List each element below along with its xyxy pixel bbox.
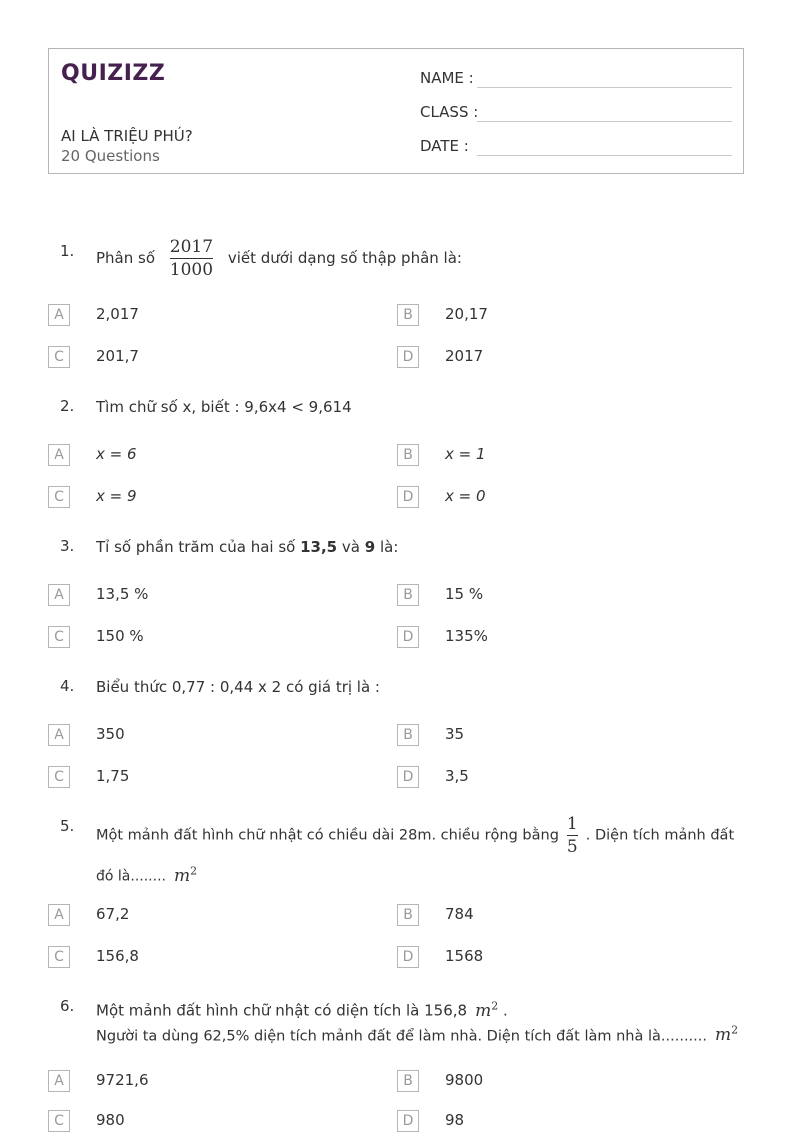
question-number-bold: 9 (364, 538, 376, 556)
option-letter-box: C (48, 766, 70, 788)
fraction-denominator: 5 (566, 837, 578, 857)
option-value: 156,8 (96, 947, 139, 965)
option-value: 20,17 (445, 305, 488, 323)
option-value: 9800 (445, 1071, 484, 1089)
option-value: 13,5 % (96, 585, 149, 603)
question-number: 4. (60, 677, 75, 695)
option-letter-box: C (48, 626, 70, 648)
option-letter-box: A (48, 304, 70, 326)
option-value: 150 % (96, 627, 144, 645)
question-text-part: . (503, 1001, 508, 1020)
unit-base: m (715, 1025, 732, 1046)
option-value: 2017 (445, 347, 484, 365)
question-text-part: Một mảnh đất hình chữ nhật có chiều dài 28m. chiều rộng bằng (96, 827, 559, 844)
option-letter-box: A (48, 1070, 70, 1092)
question-text (96, 993, 746, 1049)
option-value: 9721,6 (96, 1071, 149, 1089)
question-number: 2. (60, 397, 75, 415)
question-line-2 (96, 858, 746, 890)
question-number: 3. (60, 537, 75, 555)
option-value: 3,5 (445, 767, 469, 785)
question-text-part: Tỉ số phần trăm của hai số (96, 538, 296, 556)
question-number: 5. (60, 817, 75, 835)
unit-m2 (174, 866, 197, 886)
option-value: 35 (445, 725, 465, 743)
option-value: x = 9 (96, 487, 137, 505)
option-letter-box: A (48, 904, 70, 926)
option-letter-box: B (397, 724, 419, 746)
option-letter-box: A (48, 444, 70, 466)
option-value: 201,7 (96, 347, 139, 365)
option-letter-box: C (48, 1110, 70, 1132)
question-number: 1. (60, 242, 75, 260)
unit-exponent: 2 (731, 1023, 739, 1037)
class-field[interactable] (420, 103, 478, 121)
fraction-denominator: 1000 (169, 260, 214, 280)
option-value: 15 % (445, 585, 484, 603)
option-value: 350 (96, 725, 125, 743)
question-text: Tìm chữ số x, biết : 9,6x4 < 9,614 (96, 398, 352, 416)
class-label: CLASS : (420, 103, 479, 121)
option-letter-box: A (48, 584, 70, 606)
date-field[interactable] (420, 137, 469, 155)
unit-base: m (475, 1000, 492, 1021)
question-number-bold: 13,5 (300, 538, 338, 556)
option-letter-box: B (397, 304, 419, 326)
class-line (477, 121, 732, 122)
name-line (477, 87, 732, 88)
option-letter-box: A (48, 724, 70, 746)
option-value: 98 (445, 1111, 465, 1129)
unit-base: m (173, 865, 191, 886)
option-letter-box: B (397, 584, 419, 606)
option-value: 67,2 (96, 905, 130, 923)
option-letter-box: C (48, 946, 70, 968)
question-text-part: Phân số (96, 249, 156, 267)
question-text-part: và (341, 538, 360, 556)
option-value: 784 (445, 905, 474, 923)
option-letter-box: D (397, 346, 419, 368)
question-number: 6. (60, 997, 75, 1015)
unit-exponent: 2 (190, 864, 198, 877)
option-letter-box: B (397, 444, 419, 466)
question-text-part: là: (379, 538, 399, 556)
question-text-part: đó là........ (96, 868, 166, 885)
worksheet-title: AI LÀ TRIỆU PHÚ? (61, 127, 193, 145)
option-letter-box: C (48, 486, 70, 508)
option-letter-box: C (48, 346, 70, 368)
option-value: 135% (445, 627, 488, 645)
question-text-part: . Diện tích mảnh đất (585, 827, 735, 844)
date-line (477, 155, 732, 156)
fraction (567, 813, 578, 858)
question-count: 20 Questions (61, 147, 160, 165)
question-text (96, 537, 746, 557)
option-value: x = 1 (445, 445, 486, 463)
option-value: 2,017 (96, 305, 139, 323)
date-label: DATE : (420, 137, 469, 155)
option-letter-box: D (397, 946, 419, 968)
question-line-2 (96, 1018, 746, 1050)
question-text-part: Người ta dùng 62,5% diện tích mảnh đất để làm nhà. Diện tích đất làm nhà là.......... (96, 1028, 707, 1045)
question-text (96, 813, 746, 890)
question-text-part: Một mảnh đất hình chữ nhật có diện tích là 156,8 (96, 1001, 468, 1020)
question-text-part: viết dưới dạng số thập phân là: (227, 249, 462, 267)
name-field[interactable] (420, 69, 474, 87)
unit-exponent: 2 (491, 999, 499, 1012)
option-letter-box: D (397, 1110, 419, 1132)
worksheet-header (48, 48, 744, 174)
fraction-numerator: 1 (566, 814, 578, 834)
option-letter-box: D (397, 766, 419, 788)
option-value: 980 (96, 1111, 125, 1129)
option-letter-box: D (397, 486, 419, 508)
option-letter-box: B (397, 904, 419, 926)
option-value: x = 0 (445, 487, 486, 505)
name-label: NAME : (420, 69, 474, 87)
option-value: 1568 (445, 947, 484, 965)
question-text (96, 236, 746, 281)
question-text: Biểu thức 0,77 : 0,44 x 2 có giá trị là : (96, 678, 380, 696)
option-value: x = 6 (96, 445, 137, 463)
option-letter-box: B (397, 1070, 419, 1092)
quizizz-logo: QUIZIZZ (61, 61, 166, 86)
option-letter-box: D (397, 626, 419, 648)
unit-m2 (715, 1025, 738, 1045)
fraction-numerator: 2017 (169, 237, 214, 257)
fraction (170, 236, 213, 281)
question-line-1 (96, 813, 746, 858)
option-value: 1,75 (96, 767, 130, 785)
